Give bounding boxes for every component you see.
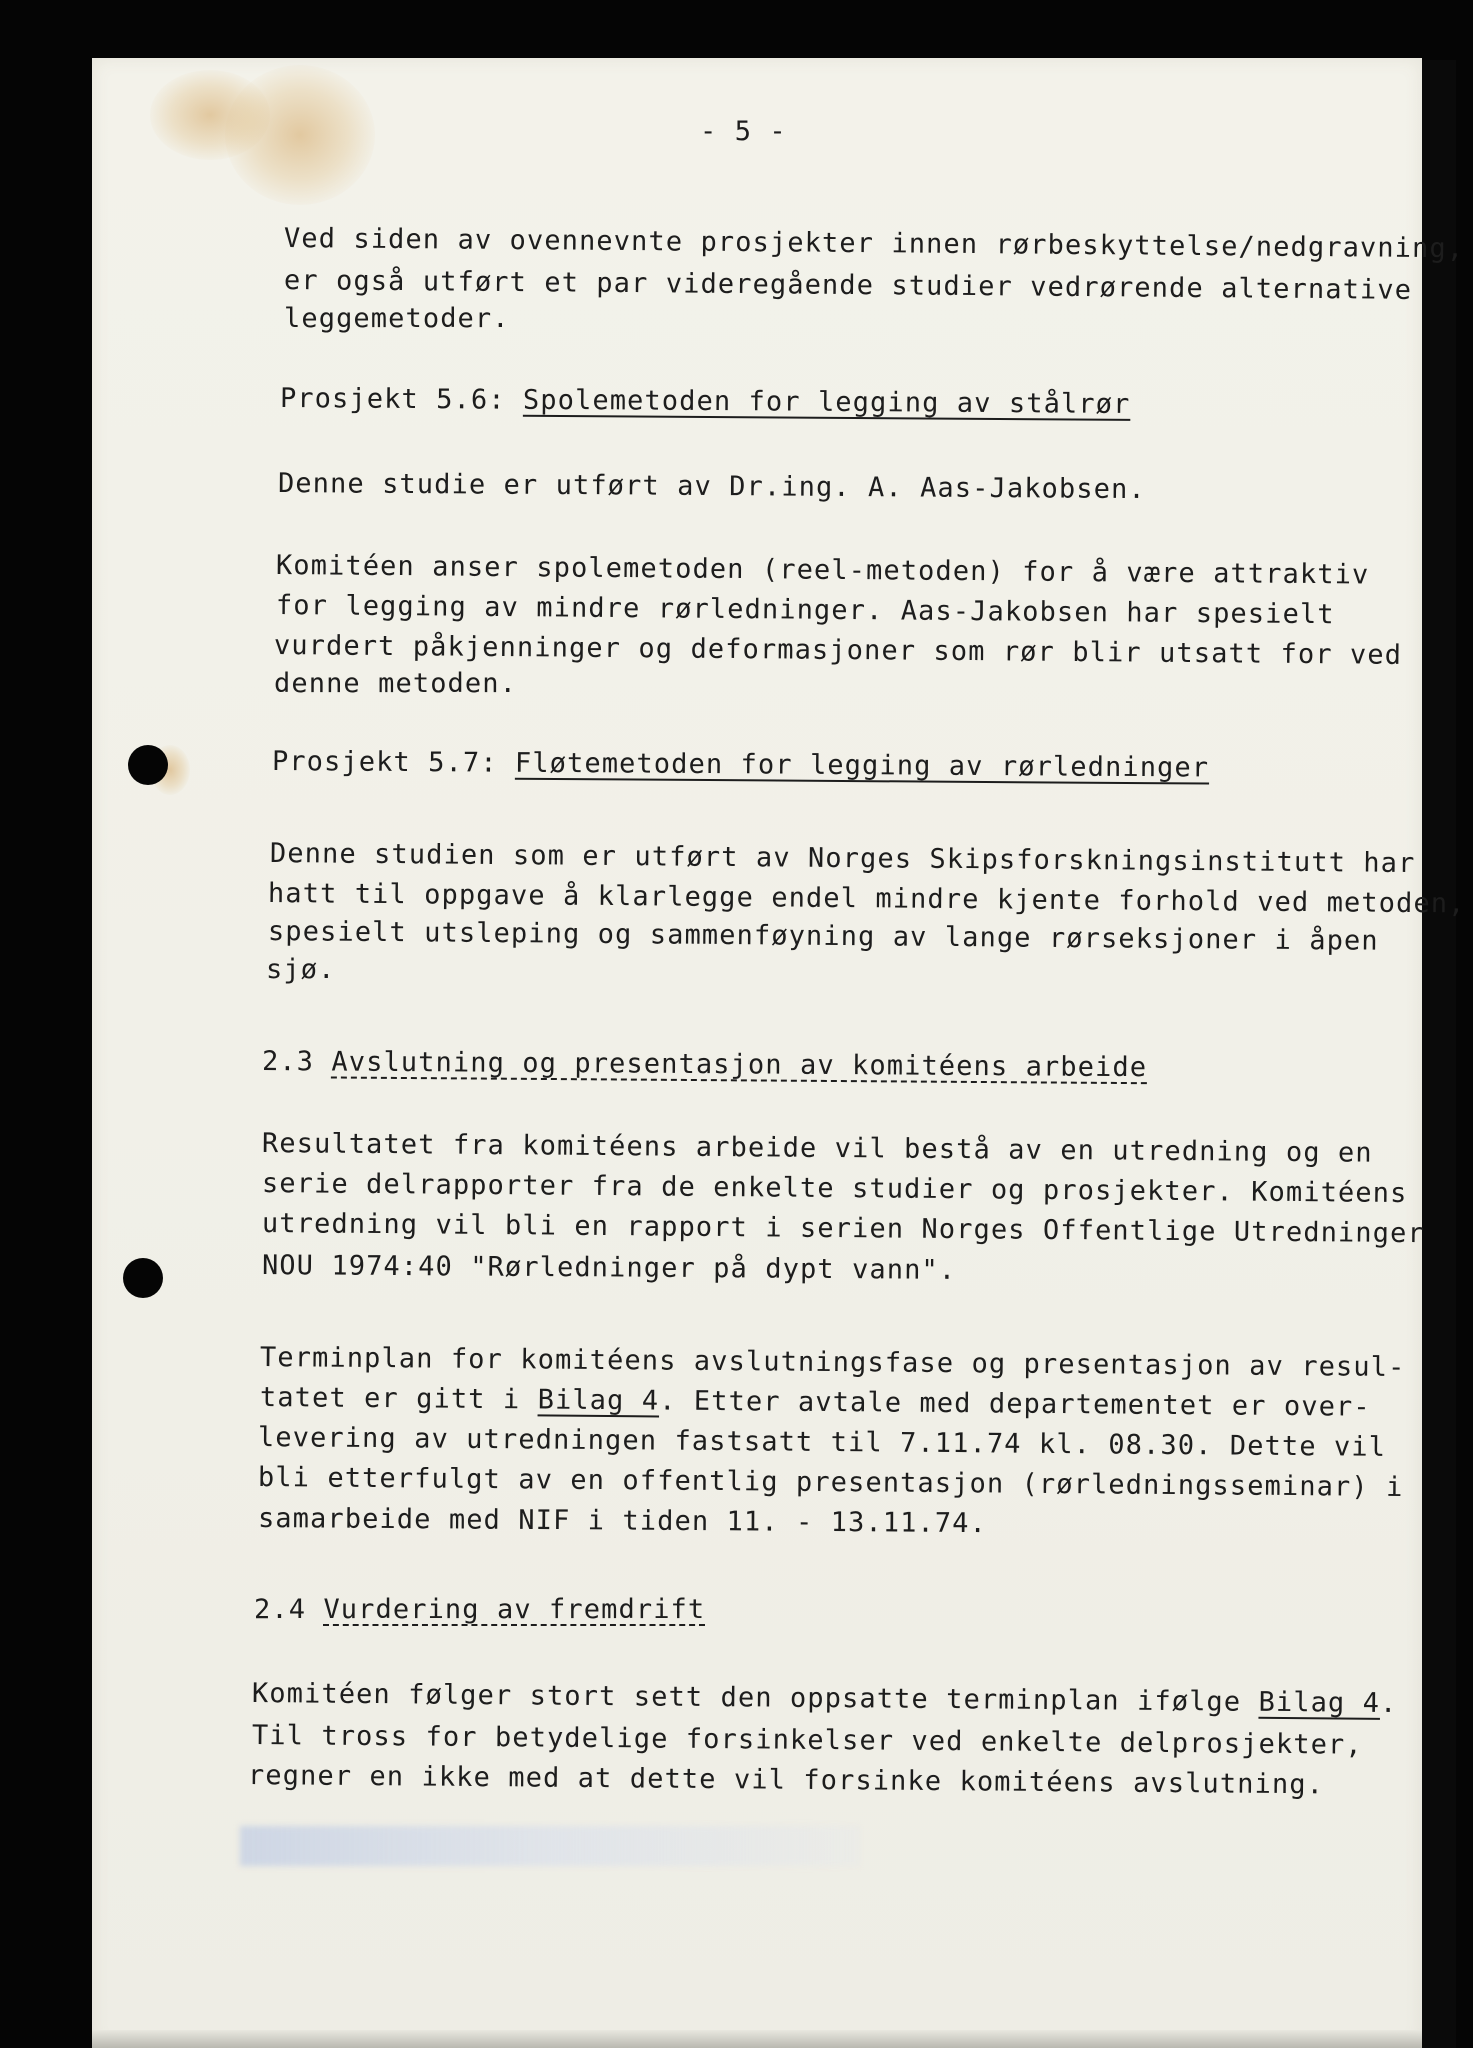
page-bottom-edge [92, 2030, 1422, 2048]
text-run: . [1379, 1687, 1398, 1719]
punch-hole [123, 1258, 163, 1298]
section-number: 2.3 [261, 1046, 315, 1078]
body-line: denne metoden. [274, 668, 517, 699]
section-number: 2.4 [254, 1594, 307, 1625]
body-line: Denne studien som er utført av Norges Skipsforskningsinstitutt har [269, 838, 1416, 879]
section-heading [254, 1596, 705, 1623]
body-line: sjø. [266, 954, 336, 985]
section-title: Vurdering av fremdrift [323, 1594, 706, 1625]
text-run: tatet er gitt i [259, 1382, 538, 1416]
intro-line: er også utført et par videregående studier vedrørende alternative [283, 265, 1413, 306]
project-heading [272, 748, 1209, 782]
project-heading [280, 385, 1131, 418]
body-line: Komitéen anser spolemetoden (reel-metoden) for å være attraktiv [275, 550, 1370, 591]
body-line: Terminplan for komitéens avslutningsfase og presentasjon av resul- [259, 1342, 1406, 1383]
project-label: Prosjekt 5.6: [279, 383, 506, 416]
intro-line: Ved siden av ovennevnte prosjekter innen rørbeskyttelse/nedgravning, [283, 223, 1465, 265]
punch-hole [128, 745, 168, 785]
body-line: bli etterfulgt av en offentlig presentasjon (rørledningsseminar) i [257, 1462, 1404, 1503]
body-line: Resultatet fra komitéens arbeide vil bestå av en utredning og en [261, 1128, 1373, 1169]
body-line: serie delrapporter fra de enkelte studier og prosjekter. Komitéens [261, 1168, 1408, 1209]
intro-line: leggemetoder. [284, 303, 510, 334]
body-line: samarbeide med NIF i tiden 11. - 13.11.74. [257, 1503, 988, 1540]
body-line: hatt til oppgave å klarlegge endel mindre kjente forhold ved metoden, [267, 878, 1466, 920]
body-line: levering av utredningen fastsatt til 7.11.74 kl. 08.30. Dette vil [257, 1422, 1387, 1463]
faded-text-region [240, 1826, 860, 1866]
body-line: Denne studie er utført av Dr.ing. A. Aas-Jakobsen. [277, 468, 1146, 506]
scan-border [1422, 60, 1456, 2048]
body-line: vurdert påkjenninger og deformasjoner som rør blir utsatt for ved [273, 630, 1403, 671]
project-title: Fløtemetoden for legging av rørledninger [514, 747, 1210, 784]
bilag-reference: Bilag 4 [537, 1384, 660, 1417]
project-title: Spolemetoden for legging av stålrør [522, 384, 1131, 420]
bilag-reference: Bilag 4 [1258, 1686, 1381, 1719]
body-line: spesielt utsleping og sammenføyning av lange rørseksjoner i åpen [267, 916, 1379, 957]
section-title: Avslutning og presentasjon av komitéens arbeide [331, 1046, 1148, 1084]
body-line: for legging av mindre rørledninger. Aas-Jakobsen har spesielt [275, 590, 1335, 631]
stain-mark [225, 65, 375, 205]
page-number: - 5 - [700, 116, 787, 147]
project-label: Prosjekt 5.7: [271, 746, 498, 779]
body-line: utredning vil bli en rapport i serien Norges Offentlige Utredninger [261, 1208, 1425, 1250]
text-run: . Etter avtale med departementet er over- [659, 1385, 1371, 1423]
text-run: Komitéen følger stort sett den oppsatte terminplan ifølge [251, 1678, 1259, 1718]
body-line: regner en ikke med at dette vil forsinke komitéens avslutning. [247, 1760, 1325, 1801]
body-line: NOU 1974:40 "Rørledninger på dypt vann". [261, 1250, 957, 1286]
body-line: Til tross for betydelige forsinkelser ved enkelte delprosjekter, [251, 1720, 1363, 1761]
section-heading [261, 1046, 1148, 1084]
